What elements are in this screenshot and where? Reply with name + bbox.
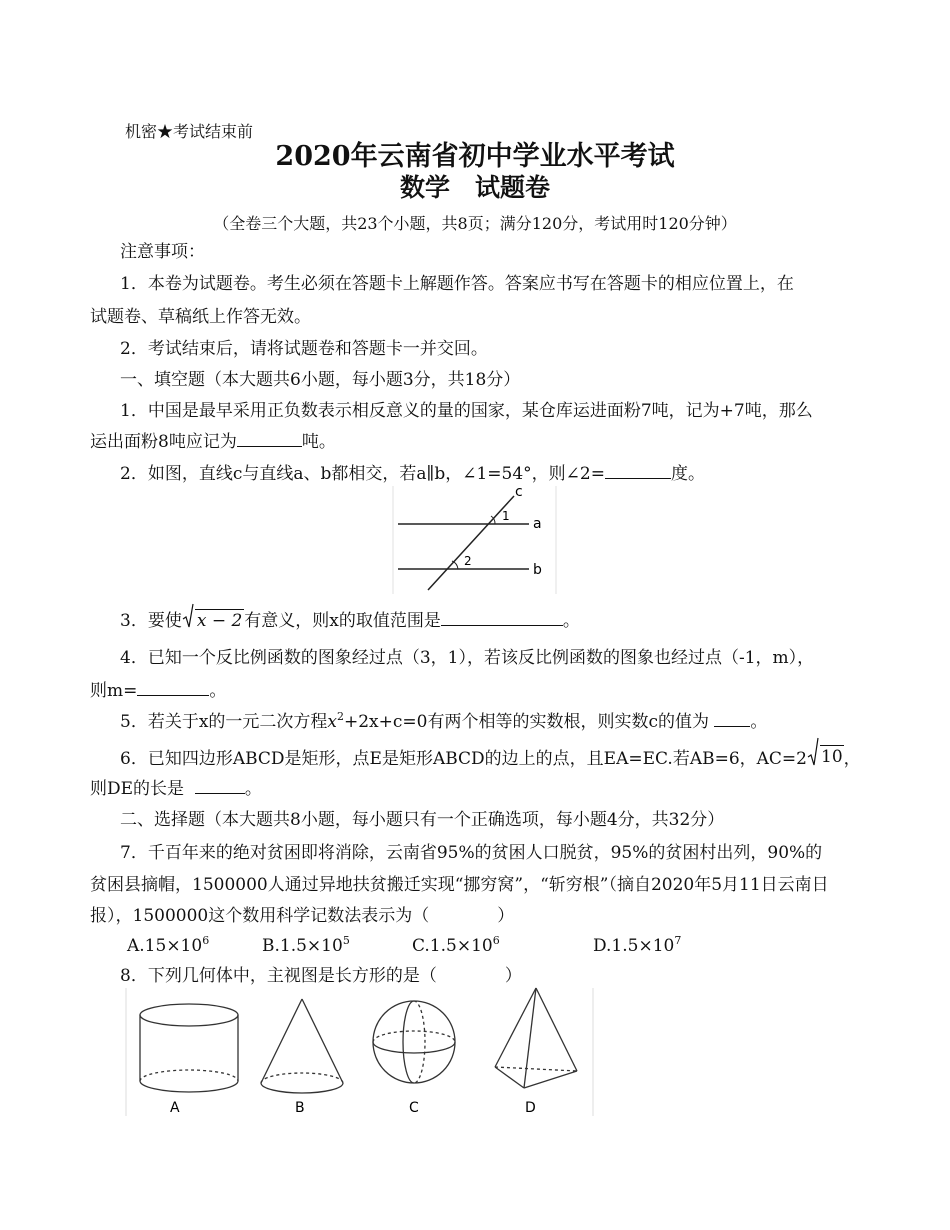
q5-text-b: +2x+c=0有两个相等的实数根，则实数c的值为 <box>344 712 709 732</box>
solids-figure <box>125 986 595 1118</box>
q2-line <box>120 462 705 485</box>
option-b-exp: 5 <box>342 934 350 947</box>
label-c-solid: C <box>409 1100 419 1116</box>
q4-line1: 4．已知一个反比例函数的图象经过点（3，1），若该反比例函数的图象也经过点（-1，m）， <box>120 648 815 668</box>
note-1b: 试题卷、草稿纸上作答无效。 <box>90 307 311 327</box>
q5-answer-blank[interactable] <box>714 710 750 727</box>
section2-heading: 二、选择题（本大题共8小题，每小题只有一个正确选项，每小题4分，共32分） <box>120 810 725 830</box>
q2-unit: 度。 <box>670 464 705 484</box>
radical-sign-2 <box>807 737 819 767</box>
radical-sign <box>182 603 194 629</box>
q6-line1 <box>120 747 861 770</box>
q2-text: 2．如图，直线c与直线a、b都相交，若a∥b，∠1=54°，则∠2= <box>120 464 605 484</box>
sphere-figure <box>373 1001 455 1083</box>
q6-text-b: 则DE的长是 <box>90 779 185 799</box>
page-title: 2020年云南省初中学业水平考试 <box>275 141 675 172</box>
q7-option-a[interactable] <box>127 935 209 959</box>
q7-option-c[interactable] <box>412 935 500 959</box>
option-c-base: C.1.5×10 <box>412 936 493 956</box>
q4-answer-blank[interactable] <box>137 679 209 696</box>
label-d-solid: D <box>525 1100 536 1116</box>
label-b-solid: B <box>295 1100 305 1116</box>
q6-comma: ， <box>843 749 861 769</box>
pyramid-figure <box>495 988 577 1088</box>
q4-line2 <box>90 679 226 702</box>
q6-answer-blank[interactable] <box>195 777 245 794</box>
label-angle1: 1 <box>502 509 510 523</box>
q3-text-b: 有意义，则x的取值范围是 <box>244 611 441 631</box>
q1-text: 运出面粉8吨应记为 <box>90 432 237 452</box>
label-a-solid: A <box>170 1100 180 1116</box>
cone-figure <box>261 999 343 1093</box>
q1-unit: 吨。 <box>301 432 336 452</box>
sqrt-ten <box>807 747 844 770</box>
label-angle2: 2 <box>464 554 472 568</box>
q7-line1: 7．千百年来的绝对贫困即将消除，云南省95%的贫困人口脱贫，95%的贫困村出列，90%的 <box>120 843 823 863</box>
q4-end: 。 <box>209 681 227 701</box>
q6-text-a: 6．已知四边形ABCD是矩形，点E是矩形ABCD的边上的点，且EA=EC.若AB=6，AC=2 <box>120 749 807 769</box>
label-c: c <box>515 484 523 500</box>
radicand: x − 2 <box>196 611 243 631</box>
label-a: a <box>533 516 542 532</box>
q7-option-d[interactable] <box>593 935 681 959</box>
q7-line3: 报），1500000这个数用科学记数法表示为（ ） <box>90 906 515 926</box>
q8-line: 8．下列几何体中，主视图是长方形的是（ ） <box>120 966 522 986</box>
q1-answer-blank[interactable] <box>237 430 302 447</box>
q5-end: 。 <box>750 712 768 732</box>
q5-exponent: 2 <box>337 710 344 723</box>
q3-text-a: 3．要使 <box>120 611 182 631</box>
q5-variable: x <box>327 712 337 732</box>
sqrt-expression <box>182 609 244 632</box>
q6-end: 。 <box>244 779 262 799</box>
page-subtitle: 数学 试题卷 <box>399 173 550 202</box>
q5-text-a: 5．若关于x的一元二次方程 <box>120 712 328 732</box>
option-a-base: A.15×10 <box>127 936 203 956</box>
q2-answer-blank[interactable] <box>605 462 671 479</box>
q6-line2 <box>90 777 262 800</box>
q7-line2: 贫困县摘帽，1500000人通过异地扶贫搬迁实现“挪穷窝”，“斩穷根”（摘自2020年5月11日云南日 <box>90 875 829 895</box>
q7-option-b[interactable] <box>262 935 350 959</box>
label-b: b <box>533 562 542 578</box>
q3-end: 。 <box>562 611 580 631</box>
confidential-label: 机密★考试结束前 <box>125 122 254 141</box>
radicand-ten: 10 <box>821 747 843 767</box>
q3-answer-blank[interactable] <box>441 609 563 626</box>
q3-line <box>120 609 580 632</box>
q1-line2 <box>90 430 336 453</box>
option-d-exp: 7 <box>674 934 682 947</box>
parallel-lines-figure <box>392 483 558 597</box>
q5-line <box>120 710 767 735</box>
q1-line1: 1．中国是最早采用正负数表示相反意义的量的国家，某仓库运进面粉7吨，记为+7吨，那么 <box>120 401 813 421</box>
cylinder-figure <box>140 1004 238 1092</box>
option-d-base: D.1.5×10 <box>593 936 675 956</box>
note-1a: 1．本卷为试题卷。考生必须在答题卡上解题作答。答案应书写在答题卡的相应位置上，在 <box>120 274 794 294</box>
note-2: 2．考试结束后，请将试题卷和答题卡一并交回。 <box>120 339 488 359</box>
q4-text: 则m= <box>90 681 138 701</box>
option-a-exp: 6 <box>202 934 210 947</box>
option-b-base: B.1.5×10 <box>262 936 343 956</box>
notes-heading: 注意事项： <box>120 242 205 262</box>
option-c-exp: 6 <box>492 934 500 947</box>
exam-info: （全卷三个大题，共23个小题，共8页；满分120分，考试用时120分钟） <box>213 214 737 233</box>
section1-heading: 一、填空题（本大题共6小题，每小题3分，共18分） <box>120 370 521 390</box>
